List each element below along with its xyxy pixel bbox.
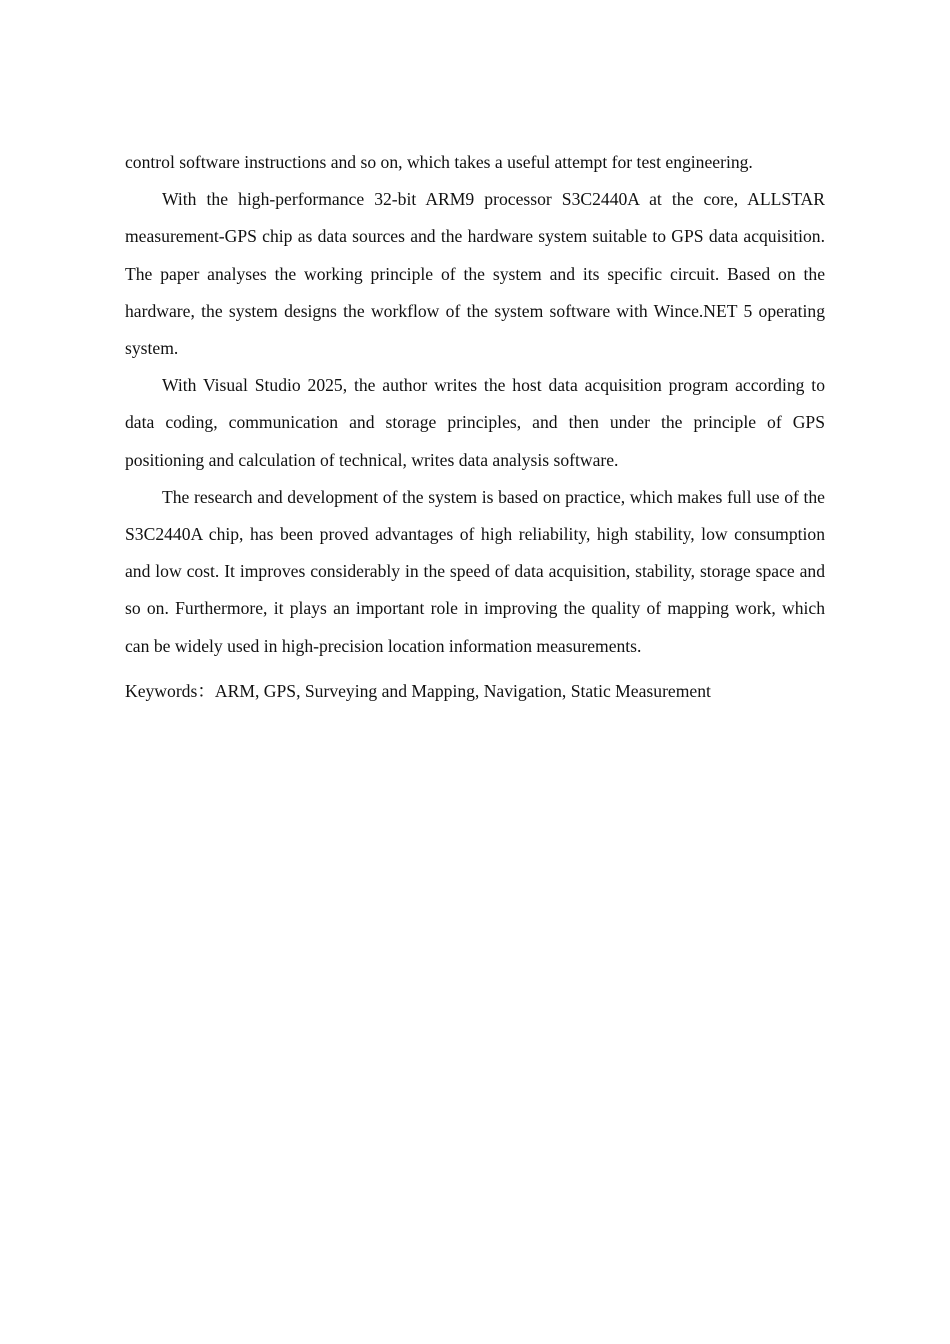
paragraph-hardware: With the high-performance 32-bit ARM9 processor S3C2440A at the core, ALLSTAR measurement-GPS chip as data sources and the hardware system suitable to GPS data acquisition. The paper analyses the working principle of the system and its specific circuit. Based on the hardware, the system designs the workflow of the system software with Wince.NET 5 operating system. <box>125 189 825 359</box>
paragraph-conclusion: The research and development of the system is based on practice, which makes full use of the S3C2440A chip, has been proved advantages of high reliability, high stability, low consumption and low cost. It improves considerably in the speed of data acquisition, stability, storage space and so on. Furthermore, it plays an important role in improving the quality of mapping work, which can be widely used in high-precision location information measurements. <box>125 486 825 656</box>
keywords-line <box>125 673 825 710</box>
keywords-label: Keywords： <box>125 680 215 701</box>
paragraph-software: With Visual Studio 2025, the author writes the host data acquisition program according to data coding, communication and storage principles, and then under the principle of GPS positioning and calculation of technical, writes data analysis software. <box>125 375 825 470</box>
abstract-body <box>125 144 825 710</box>
paragraph-continuation: control software instructions and so on, which takes a useful attempt for test engineering. <box>125 152 753 172</box>
keywords-value: ARM, GPS, Surveying and Mapping, Navigation, Static Measurement <box>214 680 711 701</box>
